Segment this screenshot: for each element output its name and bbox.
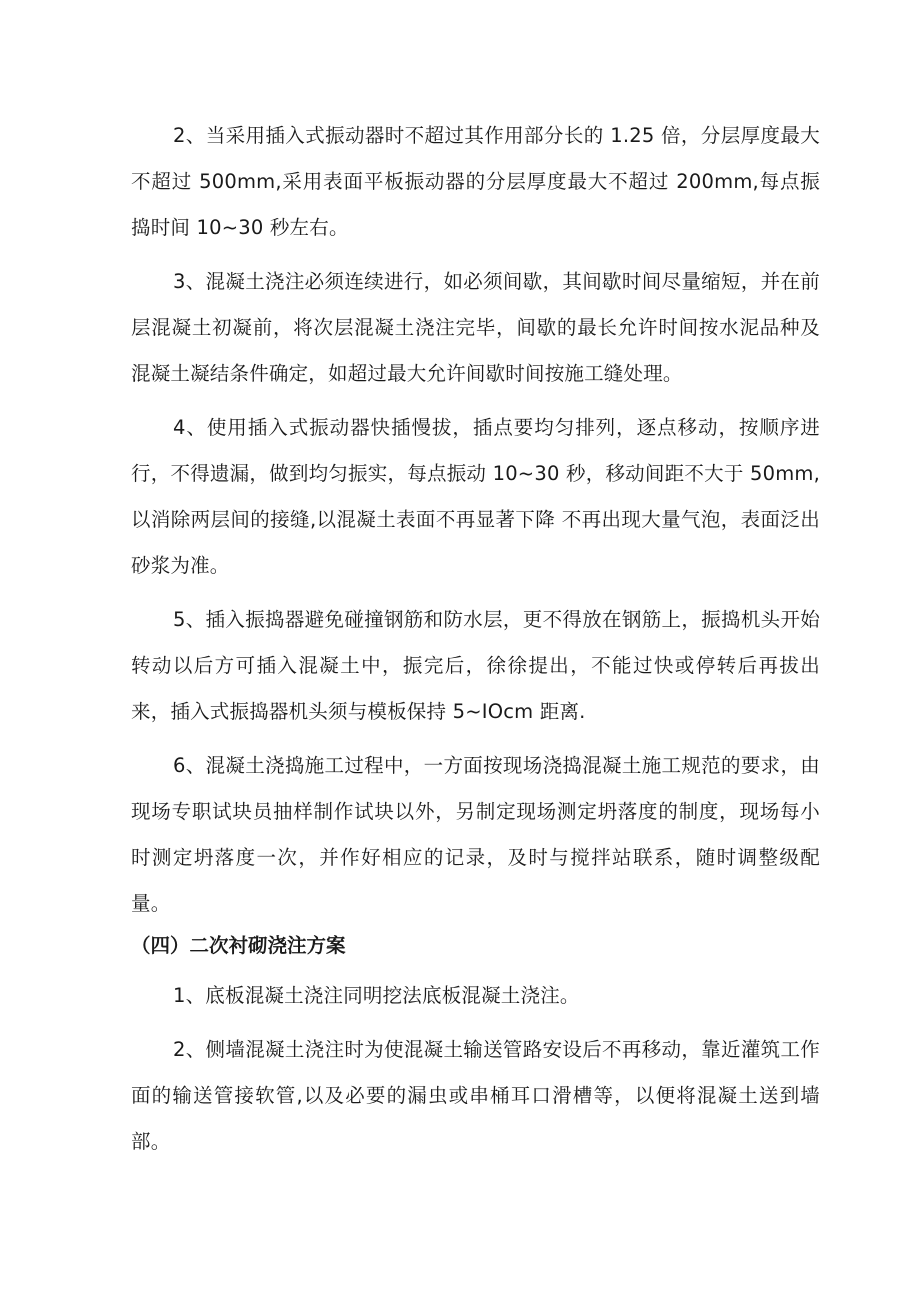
paragraph-2: 2、当采用插入式振动器时不超过其作用部分长的 1.25 倍，分层厚度最大不超过 500mm,采用表面平板振动器的分层厚度最大不超过 200mm,每点振捣时间 10~30 秒左右。 — [131, 124, 820, 239]
section-paragraph-1: 1、底板混凝土浇注同明挖法底板混凝土浇注。 — [173, 984, 580, 1007]
section-paragraph-2: 2、侧墙混凝土浇注时为使混凝土输送管路安设后不再移动，靠近灌筑工作面的输送管接软管,以及必要的漏虫或串桶耳口滑槽等，以便将混凝土送到墙部。 — [131, 1038, 820, 1153]
section-heading: （四）二次衬砌浇注方案 — [131, 934, 346, 957]
paragraph-4: 4、使用插入式振动器快插慢拔，插点要均匀排列，逐点移动，按顺序进行，不得遗漏，做到均匀振实，每点振动 10~30 秒，移动间距不大于 50mm,以消除两层间的接缝,以混凝土表面不再显著下降 不再出现大量气泡，表面泛出砂浆为准。 — [131, 416, 820, 577]
paragraph-5: 5、插入振捣器避免碰撞钢筋和防水层，更不得放在钢筋上，振捣机头开始转动以后方可插入混凝土中，振完后，徐徐提出，不能过快或停转后再拔出来，插入式振捣器机头须与模板保持 5~IOcm 距离. — [131, 608, 820, 723]
paragraph-6: 6、混凝土浇捣施工过程中，一方面按现场浇捣混凝土施工规范的要求，由现场专职试块员抽样制作试块以外，另制定现场测定坍落度的制度，现场每小时测定坍落度一次，并作好相应的记录，及时与搅拌站联系，随时调整级配量。 — [131, 754, 820, 915]
paragraph-3: 3、混凝土浇注必须连续进行，如必须间歇，其间歇时间尽量缩短，并在前层混凝土初凝前，将次层混凝土浇注完毕，间歇的最长允许时间按水泥品种及混凝土凝结条件确定，如超过最大允许间歇时间按施工缝处理。 — [131, 270, 820, 385]
